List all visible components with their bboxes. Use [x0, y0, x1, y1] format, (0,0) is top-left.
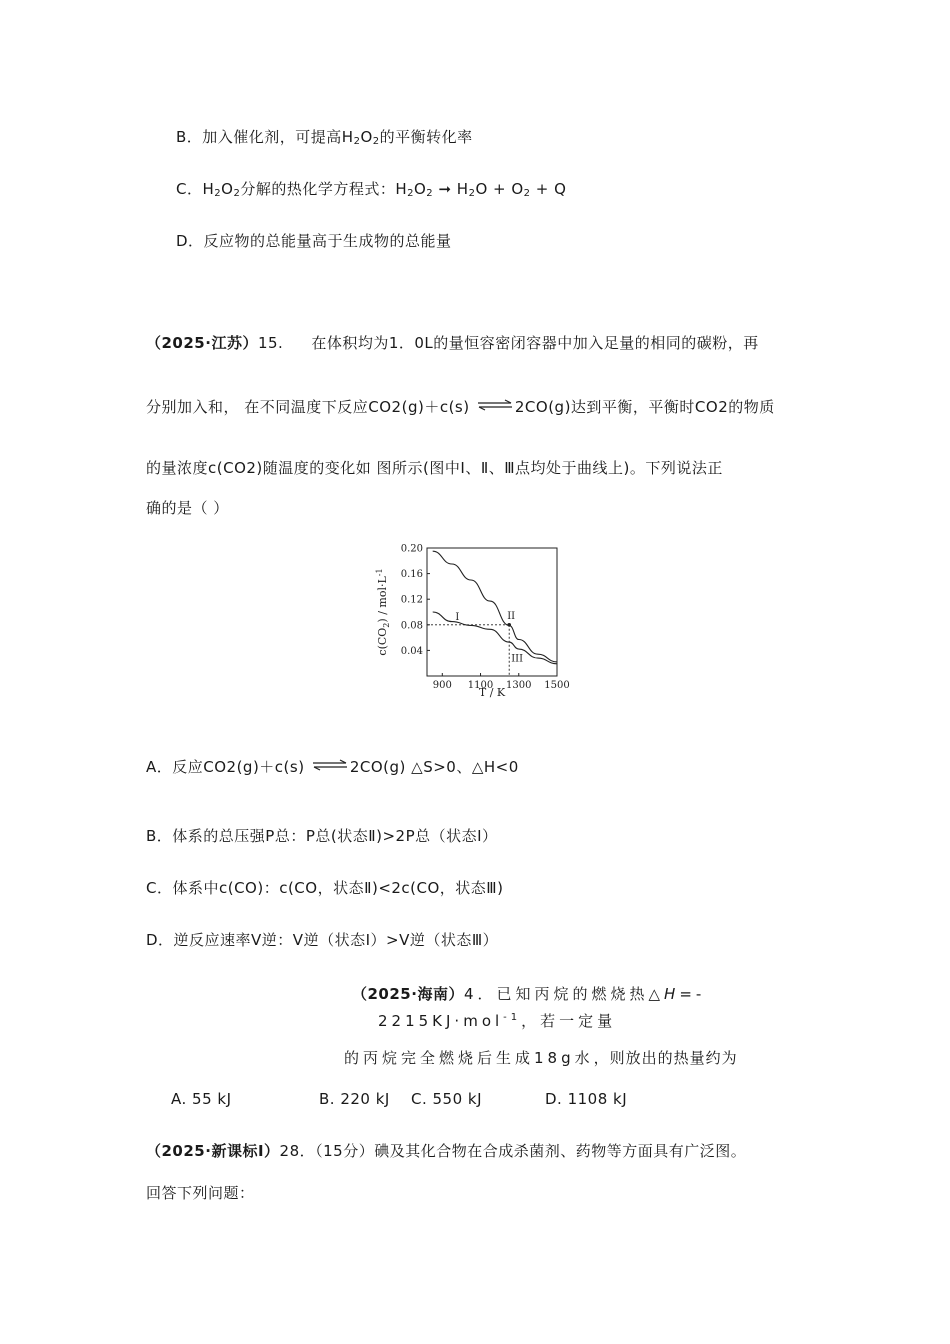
- x-tick-label: 1100: [467, 680, 494, 691]
- prev-option-d: D．反应物的总能量高于生成物的总能量: [176, 232, 452, 250]
- y-label-sub: 2: [382, 622, 391, 628]
- x-tick-label: 1500: [544, 680, 570, 691]
- q15-text: 2CO(g)达到平衡，平衡时CO2的物质: [514, 398, 775, 416]
- series-line-lower: [433, 612, 557, 664]
- q28-line2: 回答下列问题：: [146, 1184, 255, 1202]
- q15-source: （2025·江苏）: [146, 334, 258, 352]
- point-label-III: III: [511, 653, 524, 665]
- q4-text: 的丙烷完全燃烧后生成18g水: [344, 1049, 594, 1067]
- subscript: 2: [372, 136, 380, 147]
- q15-line2: [146, 397, 775, 417]
- point-label-II: II: [507, 610, 516, 622]
- subscript: 2: [407, 188, 414, 199]
- q4-value: 2215KJ·mol: [378, 1012, 504, 1030]
- subscript: 2: [353, 136, 361, 147]
- q4-choice-c: C. 550 kJ: [411, 1090, 483, 1108]
- q4-choice-b: B. 220 kJ: [319, 1090, 390, 1108]
- plot-frame: [427, 548, 557, 676]
- q4-choices: [0, 1089, 950, 1109]
- y-label-tail: ) / mol·L: [376, 576, 389, 623]
- point-label-I: I: [455, 611, 460, 623]
- formula-part: O: [221, 180, 234, 198]
- q4-source: （2025·海南）: [352, 985, 464, 1003]
- enthalpy-symbol: H: [664, 985, 680, 1003]
- subscript: 2: [523, 188, 531, 199]
- subscript: 2: [214, 188, 222, 199]
- q15-option-c: C．体系中c(CO)：c(CO，状态Ⅱ)<2c(CO，状态Ⅲ): [146, 879, 504, 897]
- q4-text: ，则放出的热量约为: [593, 1049, 738, 1067]
- prev-option-b-suffix: 的平衡转化率: [379, 128, 473, 146]
- q4-text: 4．已知丙烷的燃烧热△: [463, 985, 665, 1003]
- series-line-upper: [433, 551, 557, 665]
- formula-part: O: [413, 180, 427, 198]
- x-tick-label: 900: [432, 680, 452, 691]
- q15-option-a-tail: 2CO(g) △S>0、△H<0: [349, 758, 519, 776]
- formula-part: 分解的热化学方程式：H: [240, 180, 408, 198]
- concentration-temperature-chart: [372, 540, 578, 702]
- x-tick-label: 1300: [506, 680, 532, 691]
- series-group: [433, 551, 557, 664]
- y-tick-label: 0.08: [400, 620, 423, 632]
- q15-option-a-text: A．反应CO2(g)＋c(s): [146, 758, 305, 776]
- y-tick-label: 0.04: [400, 645, 423, 657]
- q28-source: （2025·新课标Ⅰ）: [146, 1142, 280, 1160]
- q15-text: 分别加入和， 在不同温度下反应CO2(g)＋c(s): [146, 398, 470, 416]
- q4-line3: [344, 1048, 738, 1068]
- y-tick-label: 0.16: [400, 569, 423, 581]
- y-ticks: [401, 544, 430, 657]
- q15-number: 15.: [257, 334, 284, 352]
- y-axis-label: [375, 568, 391, 655]
- subscript: 2: [426, 188, 434, 199]
- formula-part: H: [456, 180, 469, 198]
- y-tick-label: 0.12: [400, 594, 423, 606]
- equilibrium-arrow-icon: [312, 759, 348, 771]
- formula-part: + Q: [530, 180, 567, 198]
- equilibrium-arrow-icon: [477, 399, 513, 411]
- point-labels: [455, 611, 523, 665]
- q4-line1: [352, 984, 705, 1004]
- q4-choice-d: D. 1108 kJ: [545, 1090, 628, 1108]
- formula-part: O + O: [475, 180, 524, 198]
- y-label-main: c(CO: [376, 627, 389, 656]
- y-label-exp: -1: [375, 568, 384, 577]
- subscript: 2: [468, 188, 476, 199]
- y-tick-label: 0.20: [400, 543, 423, 555]
- q4-line2: [378, 1008, 616, 1031]
- prev-option-b-text: B．加入催化剂，可提高H: [176, 128, 354, 146]
- q15-line1: [146, 333, 759, 353]
- x-axis-label: T / K: [478, 686, 506, 699]
- q15-line4: 确的是（ ）: [146, 499, 229, 517]
- prev-option-c: [176, 179, 566, 204]
- q28-text: 28．（15分）碘及其化合物在合成杀菌剂、药物等方面具有广泛图。: [279, 1142, 747, 1160]
- q15-option-b: B．体系的总压强P总：P总(状态Ⅱ)>2P总（状态Ⅰ）: [146, 827, 498, 845]
- q15-option-d: D．逆反应速率V逆：V逆（状态Ⅰ）>V逆（状态Ⅲ）: [146, 931, 499, 949]
- point-marker: [507, 623, 511, 627]
- q4-choice-a: A. 55 kJ: [171, 1090, 232, 1108]
- subscript: 2: [233, 188, 241, 199]
- formula-part: C．H: [176, 180, 215, 198]
- q15-line3: 的量浓度c(CO2)随温度的变化如 图所示(图中Ⅰ、Ⅱ、Ⅲ点均处于曲线上)。下列说法正: [146, 459, 723, 477]
- formula-part: O: [360, 128, 373, 146]
- q4-text: ，若一定量: [521, 1012, 617, 1030]
- q28-line1: [146, 1141, 746, 1161]
- prev-option-b: [176, 127, 473, 152]
- q15-option-a: [146, 757, 519, 777]
- reaction-arrow: ➞: [433, 180, 457, 198]
- superscript: -1: [503, 1012, 522, 1023]
- q4-text: =-: [679, 985, 706, 1003]
- q15-text: 在体积均为1．0L的量恒容密闭容器中加入足量的相同的碳粉，再: [311, 334, 759, 352]
